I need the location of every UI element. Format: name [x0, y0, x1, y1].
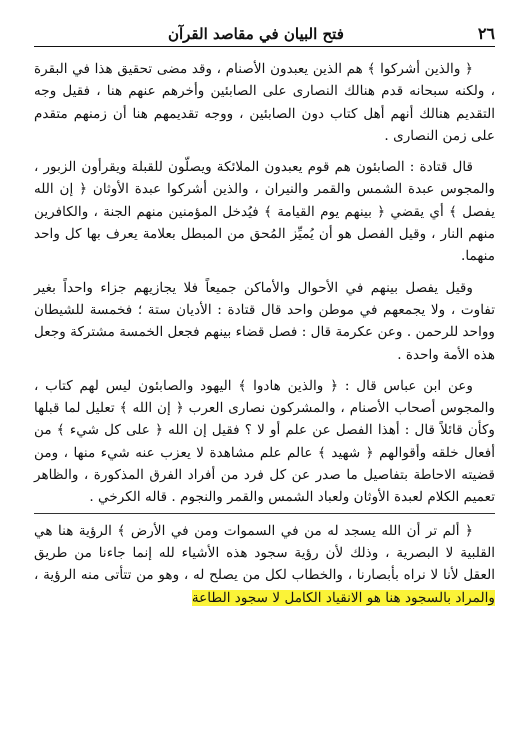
page-header — [34, 20, 495, 47]
paragraph-spacer — [34, 147, 495, 156]
page-body — [34, 58, 495, 609]
divider-line — [34, 509, 495, 514]
page-number: ٢٦ — [477, 24, 495, 43]
paragraph-spacer — [34, 268, 495, 277]
highlighted-text: والمراد بالسجود هنا هو الانقياد الكامل لا سجود الطاعة — [191, 589, 495, 606]
paragraph-spacer — [34, 366, 495, 375]
paragraph-4: وعن ابن عباس قال : ﴿ والذين هادوا ﴾ اليهود والصابئون ليس لهم كتاب ، والمجوس أصحاب الأصنام ، والمشركون نصارى العرب ﴿ إن الله ﴾ تعليل لما قبلها وكأن قائلاً قال : أهذا الفصل عن علم أو لا ؟ فقيل إن الله ﴿ على كل شيء ﴾ من أفعال خلقه وأقوالهم ﴿ شهيد ﴾ عالم علم مشاهدة لا يعزب عنه شيء منها ، ومن قضيته الاحاطة بتفاصيل ما صدر عن كل فرد من أفراد الفرق المذكورة ، والظاهر تعميم الكلام لعبدة الأوثان ولعباد الشمس والقمر والنجوم . قاله الكرخي . — [34, 377, 495, 506]
paragraph-1: ﴿ والذين أشركوا ﴾ هم الذين يعبدون الأصنام ، وقد مضى تحقيق هذا في البقرة ، ولكنه سبحانه قدم هنالك النصارى على الصابئين وأخرهم عنهم هنا ، فقيل وجه التقديم هنالك أنهم أهل كتاب دون الصابئين ، ووجه تقديمهم هنا أن زمنهم متقدم على زمن النصارى . — [34, 61, 495, 144]
book-title: فتح البيان في مقاصد القرآن — [167, 25, 344, 43]
paragraph-5 — [34, 520, 495, 609]
paragraph-3: وقيل يفصل بينهم في الأحوال والأماكن جميعاً فلا يجازيهم جزاء واحداً بغير تفاوت ، ولا يجمعهم في موطن واحد قال قتادة : الأديان ستة ؛ فخمسة للشيطان وواحد للرحمن . وعن عكرمة قال : فصل قضاء بينهم فجعل الخمسة مشتركة وجعل هذه الأمة واحدة . — [34, 279, 495, 363]
paragraph-5-text: ﴿ ألم تر أن الله يسجد له من في السموات ومن في الأرض ﴾ الرؤية هنا هي القلبية لا البصرية ، وذلك لأن رؤية سجود هذه الأشياء لله إنما جاءنا من طريق العقل لأنا لا نراه بأبصارنا ، والخطاب لكل من يصلح له ، وهو من تتأتى منه الرؤية ، — [34, 522, 495, 584]
paragraph-2: قال قتادة : الصابئون هم قوم يعبدون الملائكة ويصلّون للقبلة ويقرأون الزبور ، والمجوس عبدة الشمس والقمر والنيران ، والذين أشركوا عبدة الأوثان ﴿ إن الله يفصل ﴾ أي يقضي ﴿ بينهم يوم القيامة ﴾ فيُدخل المؤمنين منهم الجنة ، والكافرين منهم النار ، وقيل الفصل هو أن يُميِّز المُحق من المبطل بعلامة يعرف بها كل واحد منهما. — [34, 159, 495, 265]
